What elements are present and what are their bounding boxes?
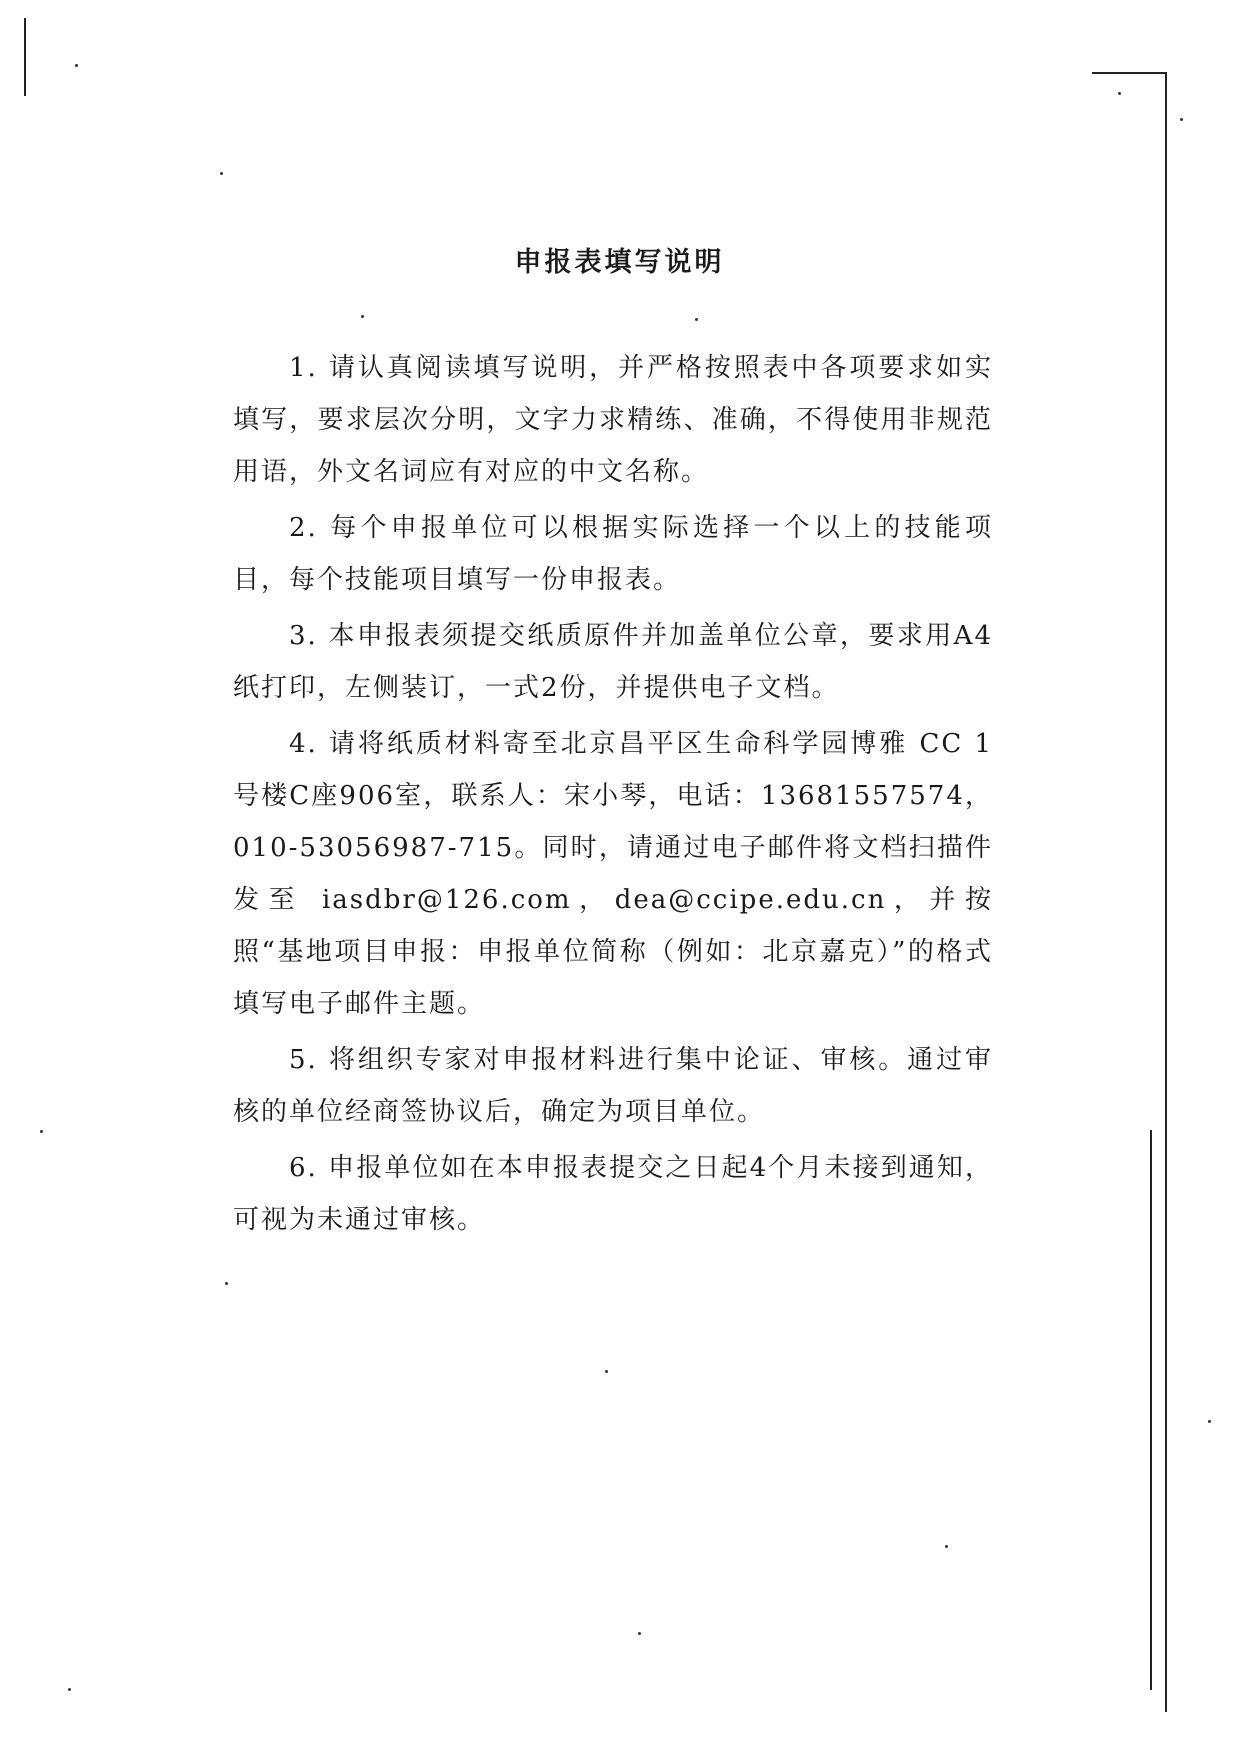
scan-speck [361, 315, 364, 318]
instruction-item-2: 2. 每个申报单位可以根据实际选择一个以上的技能项目，每个技能项目填写一份申报表。 [233, 513, 993, 595]
scan-speck [605, 1370, 608, 1373]
page-title: 申报表填写说明 [514, 247, 725, 278]
scan-speck [75, 64, 78, 67]
scan-speck [638, 1632, 641, 1635]
scan-speck [1208, 1420, 1211, 1423]
scan-speck [945, 1545, 948, 1548]
instruction-item-1: 1. 请认真阅读填写说明，并严格按照表中各项要求如实填写，要求层次分明，文字力求精练、准确，不得使用非规范用语，外文名词应有对应的中文名称。 [233, 353, 993, 487]
instruction-item-5: 5. 将组织专家对申报材料进行集中论证、审核。通过审核的单位经商签协议后，确定为项目单位。 [233, 1045, 993, 1127]
instruction-item-6: 6. 申报单位如在本申报表提交之日起4个月未接到通知，可视为未通过审核。 [233, 1153, 993, 1235]
scan-edge-top-right [1092, 72, 1167, 74]
scan-speck [1180, 118, 1183, 121]
scan-edge-right-inner [1150, 1130, 1152, 1690]
scan-speck [695, 318, 698, 321]
scan-speck [68, 1688, 71, 1691]
scan-speck [225, 1282, 228, 1285]
instruction-item-3: 3. 本申报表须提交纸质原件并加盖单位公章，要求用A4纸打印，左侧装订，一式2份，并提供电子文档。 [233, 621, 993, 703]
scan-speck [220, 172, 223, 175]
scan-edge-left [24, 18, 26, 96]
scan-speck [1118, 92, 1121, 95]
scan-speck [40, 1130, 43, 1133]
instruction-list [233, 342, 993, 1250]
scan-edge-right [1165, 72, 1167, 1712]
instruction-item-4: 4. 请将纸质材料寄至北京昌平区生命科学园博雅 CC 1号楼C座906室，联系人：宋小琴，电话：13681557574，010-53056987-715。同时，请通过电子邮件将文档扫描件发至 iasdbr@126.com，dea@ccipe.edu.cn，并按照“基地项目申报：申报单位简称（例如：北京嘉克）”的格式填写电子邮件主题。 [233, 729, 993, 1019]
